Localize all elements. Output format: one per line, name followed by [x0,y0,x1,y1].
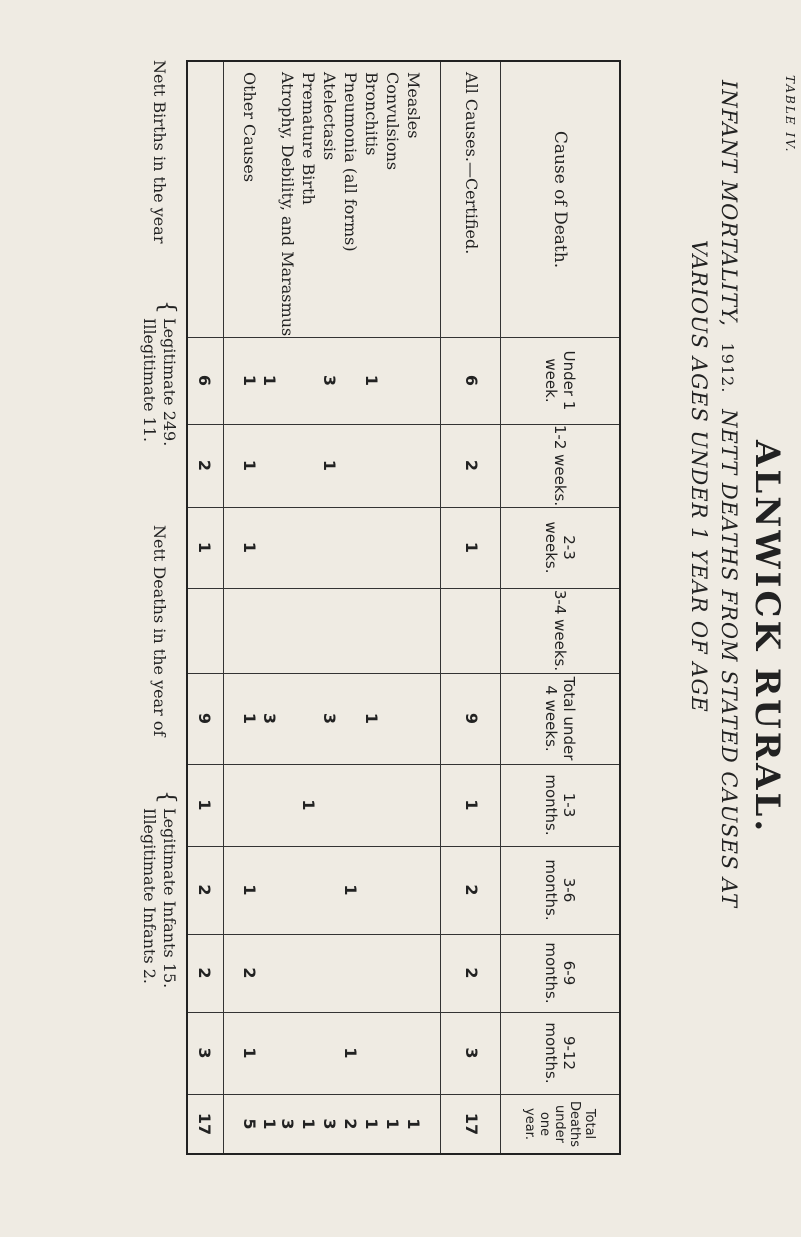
total-value: 17 [195,1112,214,1136]
all-causes-value: 1 [462,541,481,554]
cause-value: 1 [240,541,259,554]
illegit-births: Illegitimate 11. [140,318,159,443]
cause-value: 1 [362,712,381,725]
cause-value: 1 [362,1118,381,1130]
total-value: 6 [195,374,214,387]
cause-value: 1 [341,1047,360,1059]
cause-value: 2 [240,967,259,979]
all-causes-rule [440,62,441,1153]
total-value: 1 [195,799,214,811]
col-header: 9-12 months. [542,1022,578,1084]
cause-value: 1 [240,712,259,725]
brace-icon: { [154,300,179,314]
cause-value: 1 [240,1047,259,1059]
mortality-table [186,60,621,1155]
col-header: 1-2 weeks. [551,424,569,507]
header-line-2: VARIOUS AGES UNDER 1 YEAR OF AGE [687,240,711,713]
cause-header: Cause of Death. [550,130,570,269]
cause-label: Pneumonia (all forms) [341,72,360,252]
cause-value: 1 [240,374,259,387]
all-causes-value: 2 [462,884,481,896]
col-header: 3-4 weeks. [551,589,569,672]
cause-value: 1 [341,884,360,896]
total-value: 3 [195,1047,214,1059]
total-value: 9 [195,712,214,725]
header-year: 1912. [718,342,737,394]
cause-label: Atelectasis [320,72,339,161]
cause-label: Premature Birth [299,72,318,205]
cause-label: Convulsions [383,72,402,171]
all-causes-value: 1 [462,799,481,811]
col-header: 2-3 weeks. [542,521,578,574]
cause-value: 3 [278,1118,297,1130]
total-value: 2 [195,967,214,979]
births-label: Nett Births in the year [150,60,169,244]
deaths-label: Nett Deaths in the year of [150,525,169,737]
total-value: 1 [195,541,214,554]
all-causes-value: 6 [462,374,481,387]
cause-value: 1 [320,459,339,472]
legit-deaths: Legitimate Infants 15. [160,808,179,989]
table-label: TABLE IV. [783,75,797,154]
cause-label: Other Causes [240,72,259,183]
cause-label: Atrophy, Debility, and Marasmus [278,72,297,337]
cause-value: 5 [240,1118,259,1130]
all-causes-value: 9 [462,712,481,725]
header-line-1 [717,80,741,908]
all-causes-value: 2 [462,459,481,472]
cause-value: 1 [362,374,381,387]
col-header: 3-6 months. [542,859,578,921]
cause-value: 3 [320,712,339,725]
col-header: Total under 4 weeks. [542,676,578,761]
legit-births: Legitimate 249. [160,318,179,447]
cause-value: 3 [320,374,339,387]
totals-rule [223,62,224,1153]
col-header: 1-3 months. [542,774,578,836]
cause-label: Measles [404,72,423,139]
header-line-1b: NETT DEATHS FROM STATED CAUSES AT [717,409,741,909]
cause-value: 2 [341,1118,360,1130]
all-causes-label: All Causes.—Certified. [462,72,481,255]
cause-value: 1 [240,884,259,896]
header-line-1a: INFANT MORTALITY, [717,80,741,327]
cause-label: Bronchitis [362,72,381,156]
cause-value: 1 [240,459,259,472]
all-causes-value: 2 [462,967,481,979]
all-causes-value: 3 [462,1047,481,1059]
cause-value: 1 [260,374,279,387]
cause-value: 1 [260,1118,279,1130]
total-value: 2 [195,884,214,896]
cause-value: 1 [299,799,318,811]
cause-value: 3 [260,712,279,725]
col-header: Under 1 week. [542,350,578,411]
cause-value: 1 [299,1118,318,1130]
place-title: ALNWICK RURAL. [747,440,787,835]
total-value: 2 [195,459,214,472]
col-header: 6-9 months. [542,942,578,1004]
all-causes-value: 17 [462,1112,481,1136]
cause-value: 1 [404,1118,423,1130]
col-header: Total Deaths under one year. [522,1100,598,1148]
illegit-deaths: Illegitimate Infants 2. [140,808,159,985]
cause-value: 3 [320,1118,339,1130]
cause-value: 1 [383,1118,402,1130]
brace-icon: { [154,790,179,804]
